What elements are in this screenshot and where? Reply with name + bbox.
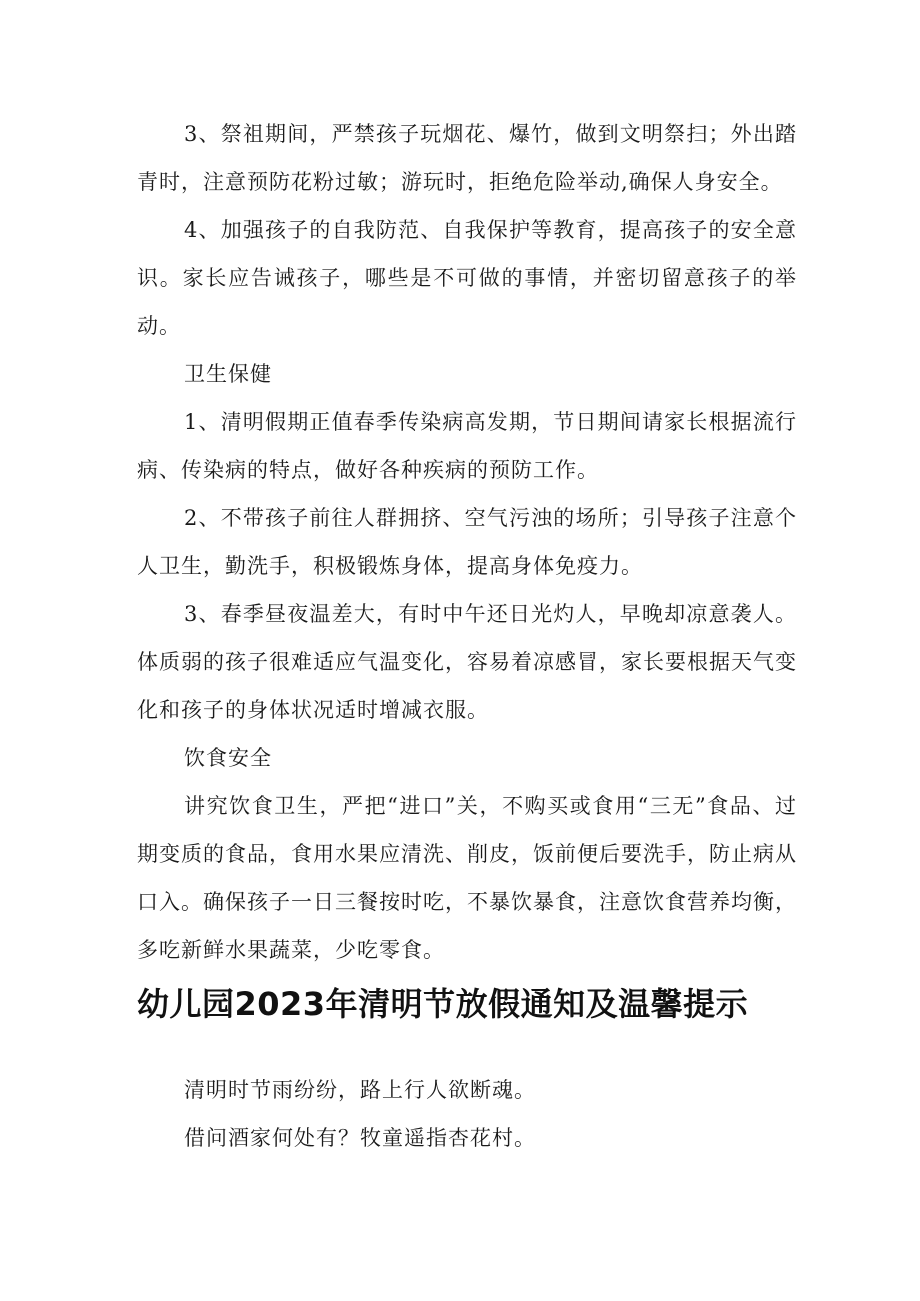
paragraph-safety-4: 4、加强孩子的自我防范、自我保护等教育，提高孩子的安全意识。家长应告诫孩子，哪些是不可做的事情，并密切留意孩子的举动。: [137, 218, 797, 338]
paragraph-food: 讲究饮食卫生，严把“进口”关，不购买或食用“三无”食品、过期变质的食品，食用水果应清洗、削皮，饭前便后要洗手，防止病从口入。确保孩子一日三餐按时吃，不暴饮暴食，注意饮食营养均衡，多吃新鲜水果蔬菜，少吃零食。: [137, 794, 797, 962]
document-body: [137, 110, 797, 1162]
section-heading-food: 饮食安全: [184, 746, 272, 770]
paragraph-safety-3: 3、祭祖期间，严禁孩子玩烟花、爆竹，做到文明祭扫；外出踏青时，注意预防花粉过敏；游玩时，拒绝危险举动,确保人身安全。: [137, 122, 797, 194]
poem-line-1: 清明时节雨纷纷，路上行人欲断魂。: [184, 1078, 536, 1102]
paragraph-health-3: 3、春季昼夜温差大，有时中午还日光灼人，早晚却凉意袭人。体质弱的孩子很难适应气温变化，容易着凉感冒，家长要根据天气变化和孩子的身体状况适时增减衣服。: [137, 602, 797, 722]
poem-line-2: 借问酒家何处有？牧童遥指杏花村。: [184, 1126, 536, 1150]
document-title: 幼儿园2023年清明节放假通知及温馨提示: [137, 985, 749, 1023]
paragraph-health-1: 1、清明假期正值春季传染病高发期，节日期间请家长根据流行病、传染病的特点，做好各种疾病的预防工作。: [137, 410, 797, 482]
paragraph-health-2: 2、不带孩子前往人群拥挤、空气污浊的场所；引导孩子注意个人卫生，勤洗手，积极锻炼身体，提高身体免疫力。: [137, 506, 797, 578]
section-heading-health: 卫生保健: [184, 362, 272, 386]
